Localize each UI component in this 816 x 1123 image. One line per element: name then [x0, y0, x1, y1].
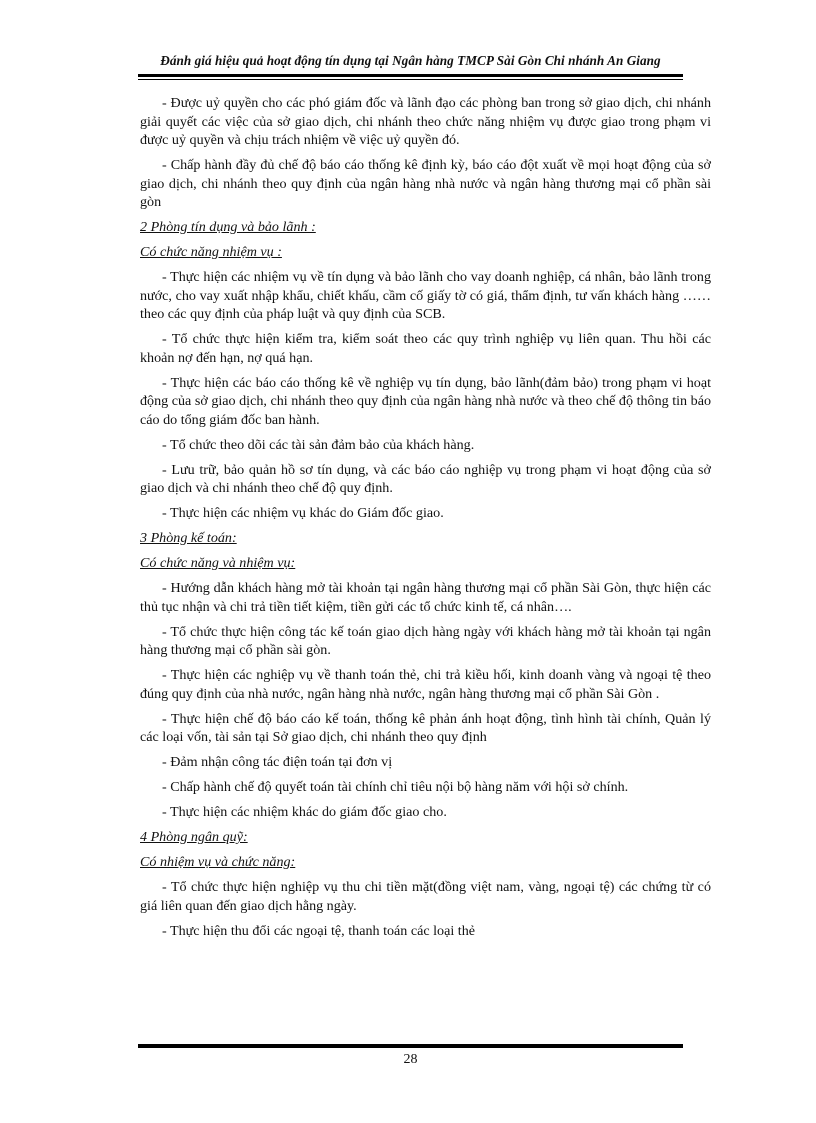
list-item: - Đảm nhận công tác điện toán tại đơn vị	[162, 754, 393, 770]
list-item: - Tổ chức thực hiện nghiệp vụ thu chi tiền mặt(đồng việt nam, vàng, ngoại tệ) các chứng từ có giá liên quan đến giao dịch hằng ngày.	[140, 879, 711, 914]
header-rule	[138, 74, 683, 77]
section-subheading: Có nhiệm vụ và chức năng:	[140, 854, 296, 870]
section-heading: 4 Phòng ngân quỹ:	[140, 829, 248, 845]
running-header-title: Đánh giá hiệu quả hoạt động tín dụng tại Ngân hàng TMCP Sài Gòn Chi nhánh An Giang	[160, 53, 661, 68]
header-rule-thin	[138, 79, 683, 80]
section-heading: 2 Phòng tín dụng và bảo lãnh :	[140, 219, 316, 235]
list-item: - Tổ chức thực hiện công tác kế toán giao dịch hàng ngày với khách hàng mở tài khoản tại ngân hàng thương mại cổ phần sài gòn.	[140, 623, 711, 658]
list-item: - Tổ chức thực hiện kiểm tra, kiểm soát theo các quy trình nghiệp vụ liên quan. Thu hồi các khoản nợ đến hạn, nợ quá hạn.	[140, 331, 711, 366]
list-item: - Hướng dẫn khách hàng mở tài khoản tại ngân hàng thương mại cổ phần Sài Gòn, thực hiện các thủ tục nhận và chi trả tiền tiết kiệm, tiền gửi các tổ chức kinh tế, cá nhân….	[140, 580, 711, 615]
list-item: - Tổ chức theo dõi các tài sản đảm bảo của khách hàng.	[162, 436, 475, 453]
list-item: - Thực hiện các báo cáo thống kê về nghiệp vụ tín dụng, bảo lãnh(đảm bảo) trong phạm vi hoạt động của sở giao dịch, chi nhánh theo quy định của ngân hàng nhà nước và theo chế độ thông tin báo cáo do tổng giám đốc ban hành.	[140, 374, 711, 428]
section-heading: 3 Phòng kế toán:	[140, 530, 237, 546]
footer-rule	[138, 1044, 683, 1048]
body-text	[140, 94, 711, 940]
list-item: - Thực hiện các nhiệm vụ khác do Giám đốc giao.	[162, 505, 444, 521]
section-subheading: Có chức năng nhiệm vụ :	[140, 244, 282, 260]
list-item: - Thực hiện chế độ báo cáo kế toán, thống kê phản ánh hoạt động, tình hình tài chính, Quản lý các loại vốn, tài sản tại Sở giao dịch, chi nhánh theo quy định	[140, 710, 711, 745]
intro-paragraph: - Được uỷ quyền cho các phó giám đốc và lãnh đạo các phòng ban trong sở giao dịch, chi nhánh giải quyết các việc của sở giao dịch, chi nhánh theo chức năng nhiệm vụ được giao trong phạm vi được uỷ quyền và chịu trách nhiệm về việc uỷ quyền đó.	[140, 95, 711, 148]
intro-paragraph: - Chấp hành đầy đủ chế độ báo cáo thống kê định kỳ, báo cáo đột xuất về mọi hoạt động của sở giao dịch, chi nhánh theo quy định của ngân hàng nhà nước và ngân hàng thương mại cổ phần sài gòn	[140, 157, 711, 210]
section-subheading: Có chức năng và nhiệm vụ:	[140, 555, 296, 571]
list-item: - Thực hiện các nhiệm khác do giám đốc giao cho.	[162, 804, 447, 820]
list-item: - Lưu trữ, bảo quản hồ sơ tín dụng, và các báo cáo nghiệp vụ trong phạm vi hoạt động của sở giao dịch và chi nhánh theo chế độ quy định.	[140, 461, 711, 496]
list-item: - Thực hiện các nghiệp vụ về thanh toán thẻ, chi trả kiều hối, kinh doanh vàng và ngoại tệ theo đúng quy định của nhà nước, ngân hàng nhà nước, ngân hàng thương mại cổ phần Sài Gòn .	[140, 667, 711, 702]
page-number: 28	[403, 1052, 418, 1067]
list-item: - Thực hiện các nhiệm vụ về tín dụng và bảo lãnh cho vay doanh nghiệp, cá nhân, bảo lãnh trong nước, cho vay xuất nhập khẩu, chiết khấu, cầm cố giấy tờ có giá, thẩm định, tư vấn khách hàng …… theo các quy định của pháp luật và quy định của SCB.	[140, 269, 711, 322]
list-item: - Thực hiện thu đổi các ngoại tệ, thanh toán các loại thẻ	[162, 922, 476, 939]
list-item: - Chấp hành chế độ quyết toán tài chính chỉ tiêu nội bộ hàng năm với hội sở chính.	[162, 779, 629, 795]
